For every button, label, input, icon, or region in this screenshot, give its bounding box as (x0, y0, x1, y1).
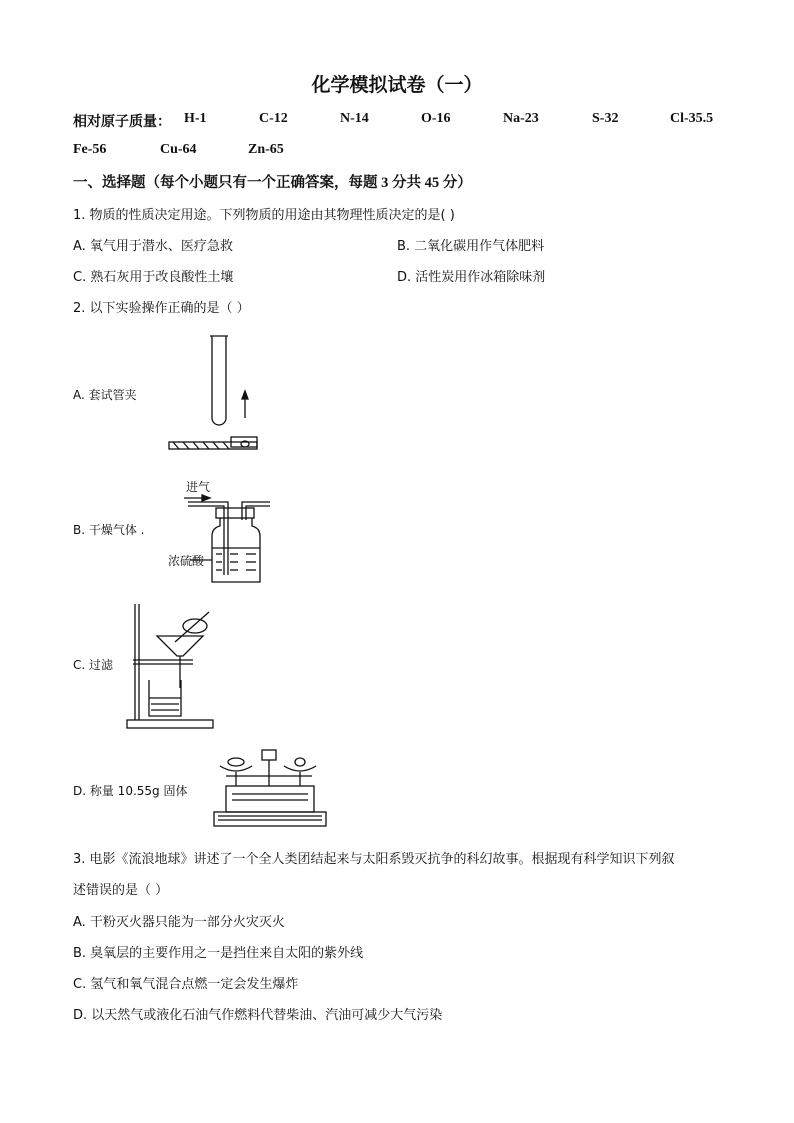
atomic-mass-item: S-32 (592, 111, 619, 126)
question-3-option-b[interactable]: B. 臭氧层的主要作用之一是挡住来自太阳的紫外线 (73, 946, 364, 961)
question-1-option-c[interactable]: C. 熟石灰用于改良酸性土壤 (73, 270, 234, 285)
page-title: 化学模拟试卷（一） (311, 74, 483, 96)
atomic-mass-item: C-12 (259, 111, 288, 126)
question-3-option-a[interactable]: A. 干粉灭火器只能为一部分火灾灭火 (73, 915, 285, 930)
atomic-mass-item: Na-23 (503, 111, 539, 126)
atomic-mass-item: Cu-64 (160, 142, 197, 157)
question-1-option-a[interactable]: A. 氧气用于潜水、医疗急救 (73, 239, 233, 254)
question-2-option-a[interactable]: A. 套试管夹 (73, 388, 137, 402)
atomic-mass-item: Fe-56 (73, 142, 107, 157)
atomic-mass-item: N-14 (340, 111, 369, 126)
acid-label: 浓硫酸 (168, 554, 205, 568)
atomic-mass-item: O-16 (421, 111, 451, 126)
atomic-mass-item: Cl-35.5 (670, 111, 714, 126)
question-3-stem-line-1: 3. 电影《流浪地球》讲述了一个全人类团结起来与太阳系毁灭抗争的科幻故事。根据现有科学知识下列叙 (73, 852, 675, 867)
question-1-option-b[interactable]: B. 二氧化碳用作气体肥料 (397, 239, 545, 254)
atomic-mass-item: H-1 (184, 111, 207, 126)
atomic-mass-item: Zn-65 (248, 142, 284, 157)
question-1-option-d[interactable]: D. 活性炭用作冰箱除味剂 (397, 270, 546, 285)
question-2-option-c[interactable]: C. 过滤 (73, 658, 114, 672)
question-2-stem: 2. 以下实验操作正确的是（ ） (73, 301, 250, 316)
question-3-option-d[interactable]: D. 以天然气或液化石油气作燃料代替柴油、汽油可减少大气污染 (73, 1008, 443, 1023)
question-3-stem-line-2: 述错误的是（ ） (73, 883, 169, 898)
balance-scale-figure (212, 746, 332, 830)
question-2-option-d[interactable]: D. 称量 10.55g 固体 (73, 784, 188, 798)
test-tube-clamp-figure (165, 336, 265, 456)
inlet-label: 进气 (186, 480, 211, 494)
section-heading: 一、选择题（每个小题只有一个正确答案，每题 3 分共 45 分） (73, 175, 472, 191)
question-3-option-c[interactable]: C. 氢气和氧气混合点燃一定会发生爆炸 (73, 977, 299, 992)
question-1-stem: 1. 物质的性质决定用途。下列物质的用途由其物理性质决定的是( ) (73, 208, 455, 223)
gas-drying-bottle-figure (180, 490, 280, 590)
atomic-mass-label: 相对原子质量： (73, 115, 171, 130)
filtration-setup-figure (125, 602, 225, 732)
question-2-option-b[interactable]: B. 干燥气体 . (73, 523, 145, 537)
